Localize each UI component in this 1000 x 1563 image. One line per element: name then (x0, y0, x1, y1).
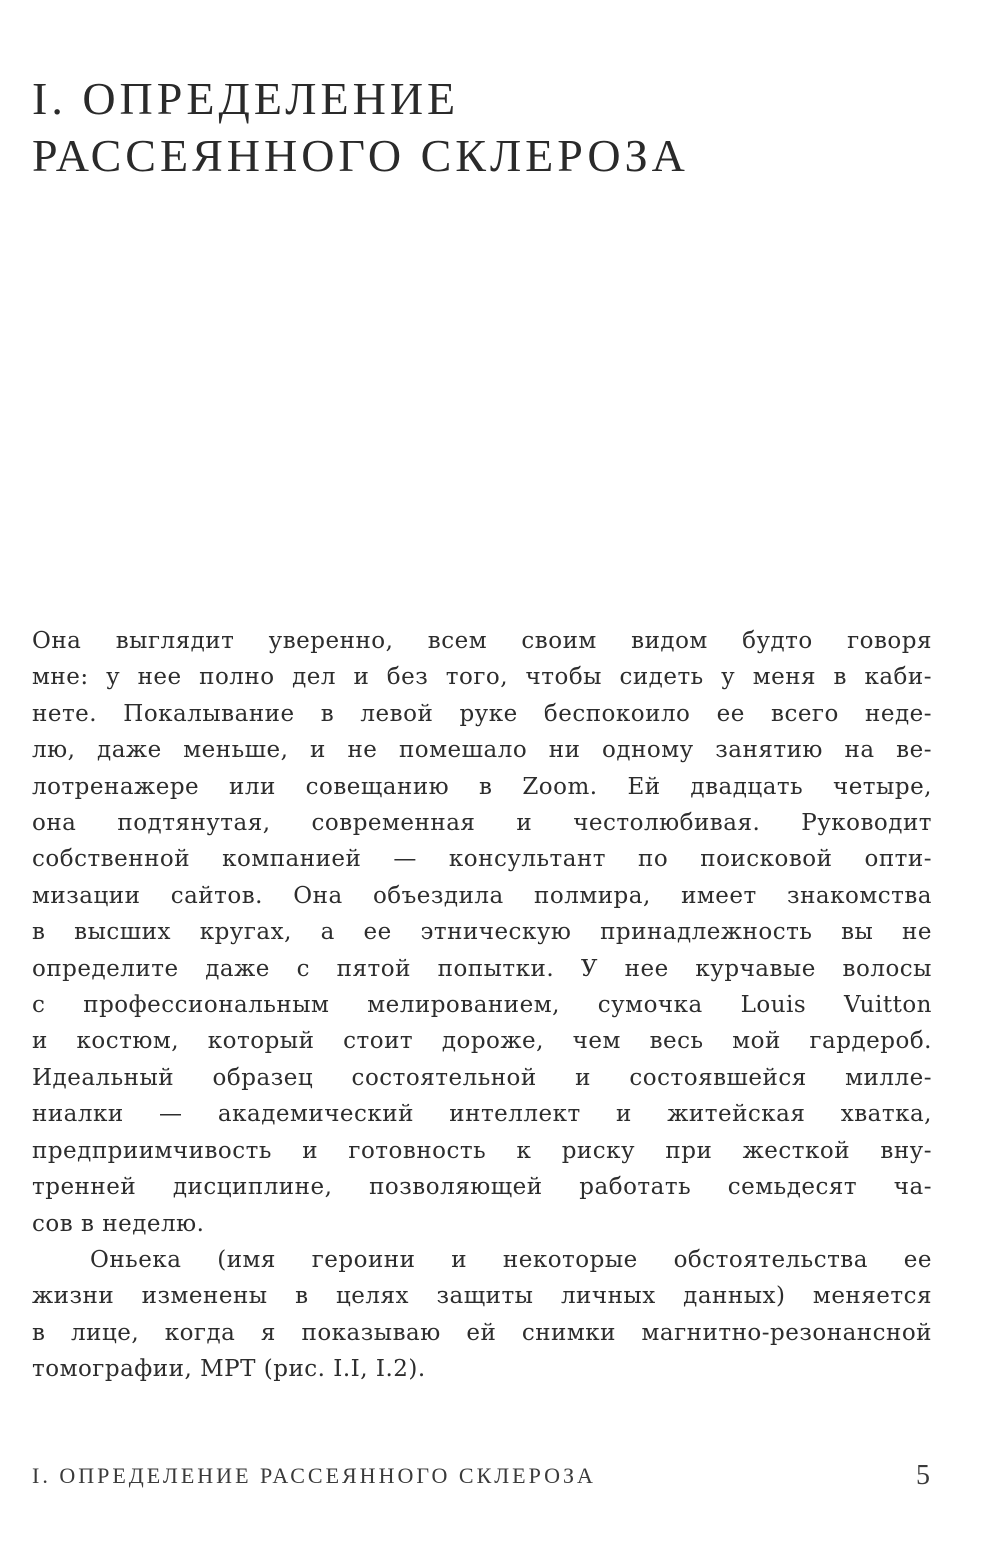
text-line: лотренажере или совещанию в Zoom. Ей двадцать четыре, (32, 773, 932, 800)
chapter-title (32, 70, 932, 184)
text-line: тренней дисциплине, позволяющей работать семьдесят ча- (32, 1174, 932, 1201)
page-number: 5 (916, 1460, 930, 1491)
text-line: определите даже с пятой попытки. У нее курчавые волосы (32, 955, 932, 982)
text-line: мне: у нее полно дел и без того, чтобы сидеть у меня в каби- (32, 664, 932, 691)
text-line: в лице, когда я показываю ей снимки магнитно-резонансной (32, 1319, 932, 1346)
text-line: нете. Покалывание в левой руке беспокоило ее всего неде- (32, 700, 932, 727)
paragraph-2 (32, 1242, 932, 1388)
text-line: с профессиональным мелированием, сумочка Louis Vuitton (32, 992, 932, 1019)
text-line: Оньека (имя героини и некоторые обстоятельства ее (90, 1246, 932, 1273)
text-line: жизни изменены в целях защиты личных данных) меняется (32, 1283, 932, 1310)
text-line: сов в неделю. (32, 1210, 205, 1237)
chapter-title-line-1: I. ОПРЕДЕЛЕНИЕ (32, 73, 460, 124)
text-line: Идеальный образец состоятельной и состоявшейся милле- (32, 1064, 932, 1091)
text-line: лю, даже меньше, и не помешало ни одному занятию на ве- (32, 737, 932, 764)
text-line: ниалки — академический интеллект и житейская хватка, (32, 1101, 932, 1128)
text-line: собственной компанией — консультант по поисковой опти- (32, 846, 932, 873)
text-line: и костюм, который стоит дороже, чем весь мой гардероб. (32, 1028, 932, 1055)
chapter-title-line-2: РАССЕЯННОГО СКЛЕРОЗА (32, 130, 689, 181)
paragraph-1 (32, 623, 932, 1242)
text-line: Она выглядит уверенно, всем своим видом будто говоря (32, 628, 932, 654)
text-line: в высших кругах, а ее этническую принадлежность вы не (32, 919, 932, 946)
body-text (32, 623, 932, 1388)
text-line: мизации сайтов. Она объездила полмира, имеет знакомства (32, 882, 932, 909)
running-head: I. ОПРЕДЕЛЕНИЕ РАССЕЯННОГО СКЛЕРОЗА (32, 1463, 596, 1488)
text-line: томографии, МРТ (рис. I.I, I.2). (32, 1356, 426, 1383)
text-line: предприимчивость и готовность к риску при жесткой вну- (32, 1137, 932, 1164)
text-line: она подтянутая, современная и честолюбивая. Руководит (32, 810, 932, 837)
